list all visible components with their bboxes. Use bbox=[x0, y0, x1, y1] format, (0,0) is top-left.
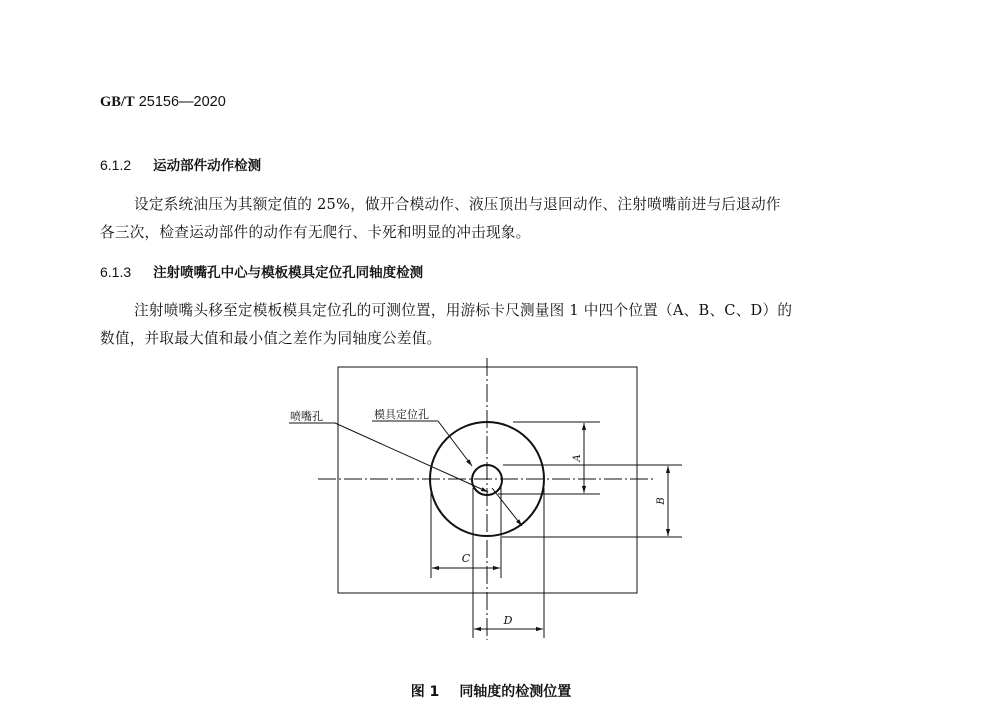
standard-prefix: GB/T bbox=[100, 94, 135, 110]
figure-number: 图 1 bbox=[410, 684, 440, 700]
dim-a-label: A bbox=[572, 454, 583, 462]
nozzle-hole-label: 喷嘴孔 bbox=[290, 410, 323, 423]
section-title: 注射喷嘴孔中心与模板模具定位孔同轴度检测 bbox=[153, 265, 424, 281]
figure-title: 同轴度的检测位置 bbox=[459, 684, 572, 700]
section-number: 6.1.3 bbox=[100, 264, 132, 280]
mold-locating-hole-label: 模具定位孔 bbox=[374, 408, 429, 421]
section-number: 6.1.2 bbox=[100, 157, 132, 173]
figure-caption bbox=[0, 681, 982, 701]
paragraph-line: 注射喷嘴头移至定模板模具定位孔的可测位置，用游标卡尺测量图 1 中四个位置（A、B、C、D）的 bbox=[134, 302, 793, 319]
paragraph-line: 设定系统油压为其额定值的 25%，做开合模动作、液压顶出与退回动作、注射喷嘴前进与后退动作 bbox=[134, 196, 781, 213]
dim-d-label: D bbox=[503, 614, 513, 627]
paragraph-line: 各三次，检查运动部件的动作有无爬行、卡死和明显的冲击现象。 bbox=[100, 224, 531, 241]
section-title: 运动部件动作检测 bbox=[153, 158, 262, 174]
dim-c-label: C bbox=[461, 552, 471, 565]
dim-b-label: B bbox=[656, 497, 667, 505]
paragraph-line: 数值，并取最大值和最小值之差作为同轴度公差值。 bbox=[100, 330, 442, 347]
standard-number: 25156—2020 bbox=[138, 94, 226, 110]
